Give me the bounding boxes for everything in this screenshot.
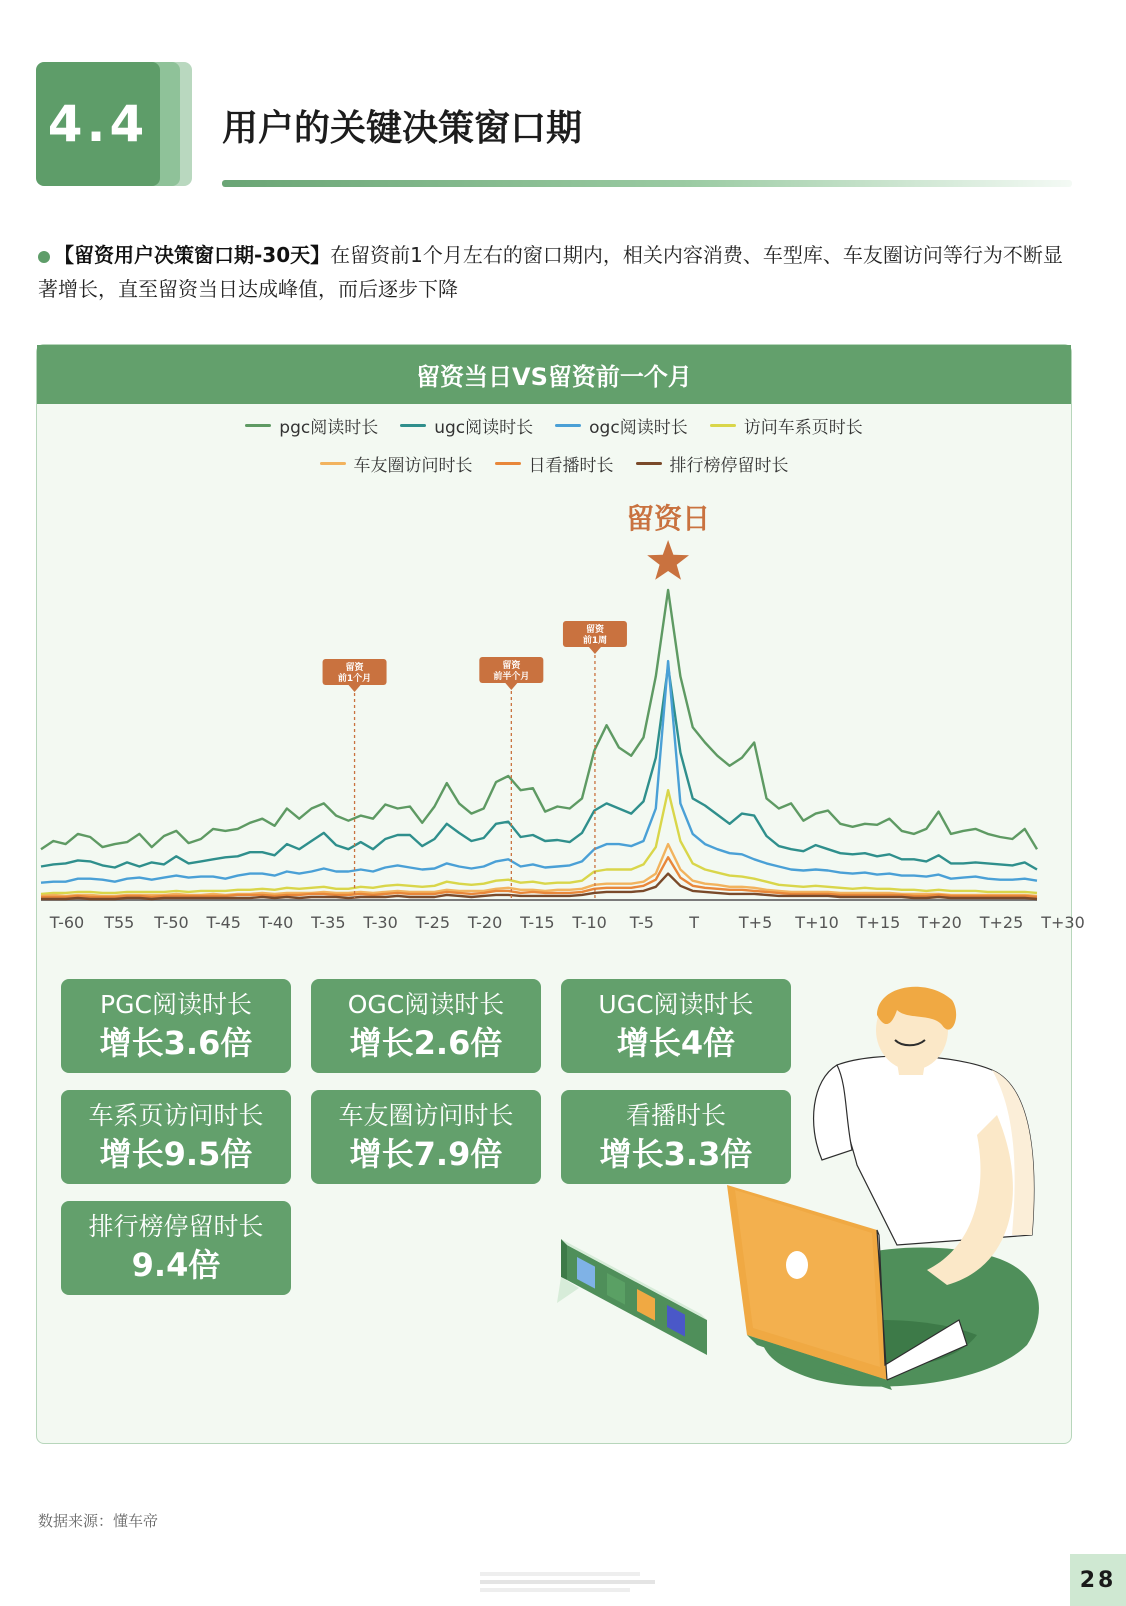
legend-label-ugc: ugc阅读时长 [434, 418, 534, 438]
x-tick-label: T-35 [311, 913, 346, 932]
intro-highlight: 【留资用户决策窗口期-30天】 [54, 243, 331, 267]
stat-value: 增长3.3倍 [599, 1135, 753, 1173]
stat-value: 9.4倍 [131, 1246, 221, 1284]
peak-star-icon [647, 540, 689, 580]
stat-value: 增长3.6倍 [99, 1024, 253, 1062]
stat-card-rank [61, 1201, 291, 1295]
x-tick-label: T55 [104, 913, 135, 932]
x-tick-label: T-45 [206, 913, 241, 932]
stat-value: 增长9.5倍 [99, 1135, 253, 1173]
person-laptop-illustration [727, 985, 1071, 1405]
stat-card-pgc [61, 979, 291, 1073]
chart-panel [36, 344, 1085, 1444]
line-chart [37, 345, 1085, 965]
scroll-indicator-icon [480, 1564, 670, 1600]
stat-value: 增长4倍 [616, 1024, 736, 1062]
stat-value: 增长2.6倍 [349, 1024, 503, 1062]
series-line-ogc [41, 661, 1037, 883]
data-source: 数据来源：懂车帝 [38, 1512, 159, 1530]
annotation-label: 留资 [585, 625, 604, 635]
x-tick-label: T-25 [415, 913, 451, 932]
x-tick-label: T-30 [363, 913, 398, 932]
stat-label: OGC阅读时长 [347, 990, 505, 1019]
stat-label: 看播时长 [625, 1101, 726, 1130]
stat-card-series-page [61, 1090, 291, 1184]
annotation-label: 留资 [345, 663, 364, 673]
stat-label: 排行榜停留时长 [88, 1212, 264, 1241]
annotation-label: 前1周 [582, 636, 608, 646]
panel-title: 留资当日VS留资前一个月 [37, 345, 1071, 404]
page-number: 28 [1070, 1554, 1126, 1606]
legend-label-series: 访问车系页时长 [743, 418, 863, 438]
stat-label: PGC阅读时长 [100, 990, 252, 1019]
section-title: 用户的关键决策窗口期 [222, 108, 583, 149]
stat-label: 车系页访问时长 [88, 1101, 264, 1130]
intro-text: 在留资前1个月左右的窗口期内，相关内容消费、车型库、车友圈访问等行为不断显著增长，直至留资当日达成峰值，而后逐步下降 [38, 243, 1063, 301]
legend-label-circle: 车友圈访问时长 [353, 456, 473, 476]
x-tick-label: T+10 [795, 913, 839, 932]
legend-label-ogc: ogc阅读时长 [589, 418, 688, 438]
stat-label: 车友圈访问时长 [338, 1101, 514, 1130]
x-tick-label: T+15 [856, 913, 901, 932]
series-line-ugc [41, 666, 1037, 869]
section-number-badge: 4.4 [36, 62, 160, 186]
bullet-dot-icon [38, 251, 50, 263]
legend-label-watch: 日看播时长 [528, 456, 614, 476]
annotation-label: 前1个月 [337, 674, 372, 684]
x-tick-label: T+20 [918, 913, 962, 932]
x-tick-label: T-50 [154, 913, 189, 932]
chat-bubble-illustration [557, 1225, 727, 1375]
legend-label-rank: 排行榜停留时长 [669, 456, 789, 476]
annotation-pointer [349, 685, 361, 692]
x-tick-label: T-10 [572, 913, 607, 932]
x-tick-label: T-40 [258, 913, 294, 932]
x-tick-label: T [689, 913, 700, 932]
intro-paragraph [38, 238, 1078, 306]
annotation-pointer [589, 647, 601, 654]
stat-value: 增长7.9倍 [349, 1135, 503, 1173]
peak-label: 留资日 [626, 502, 711, 535]
stat-card-circle [311, 1090, 541, 1184]
annotation-label: 留资 [502, 661, 521, 671]
stat-card-ogc [311, 979, 541, 1073]
stat-label: UGC阅读时长 [598, 990, 754, 1019]
annotation-pointer [505, 683, 517, 690]
title-underline [222, 180, 1072, 187]
x-tick-label: T-20 [467, 913, 503, 932]
x-tick-label: T+5 [738, 913, 773, 932]
x-tick-label: T+25 [979, 913, 1024, 932]
x-tick-label: T-60 [49, 913, 85, 932]
series-line-pgc [41, 590, 1037, 849]
x-tick-label: T-5 [629, 913, 654, 932]
annotation-label: 前半个月 [493, 672, 530, 682]
legend-label-pgc: pgc阅读时长 [279, 418, 379, 438]
x-tick-label: T-15 [520, 913, 555, 932]
x-tick-label: T+30 [1041, 913, 1085, 932]
